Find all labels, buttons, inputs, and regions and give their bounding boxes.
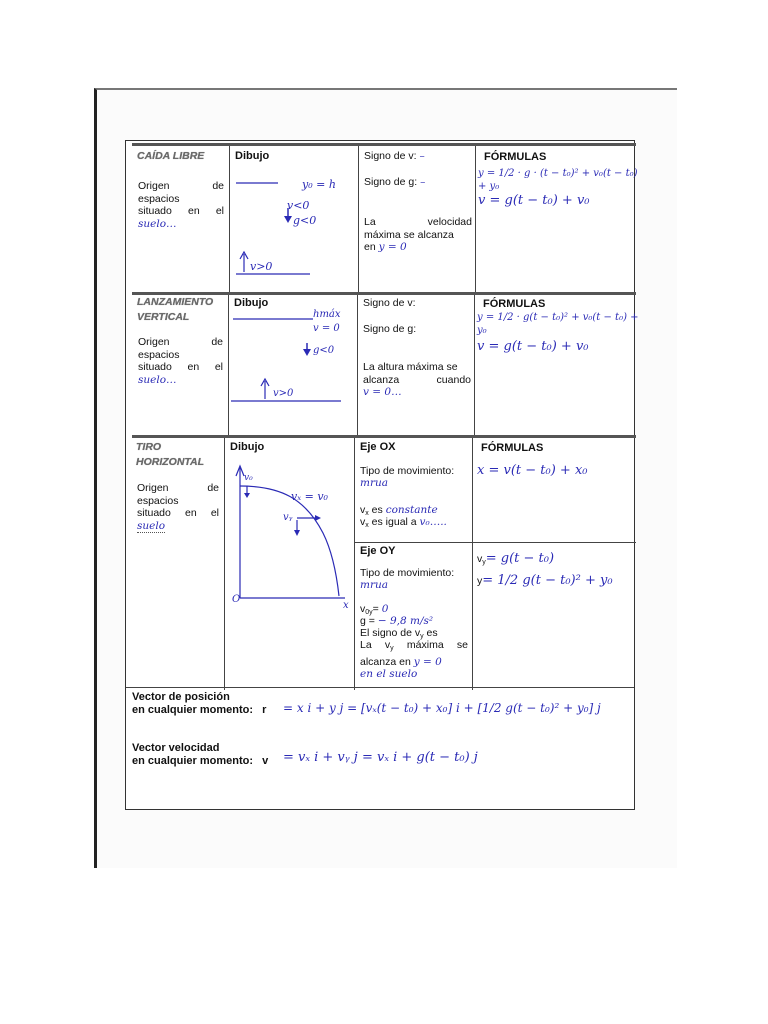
sign-v: Signo de v: – — [364, 150, 425, 162]
v0y-line: $v_{0y}= 0$ — [360, 603, 389, 616]
tipo-ox-handwritten: mrua — [360, 477, 388, 489]
section-title: TIRO HORIZONTAL — [136, 441, 205, 468]
y0-h-label: y₀ = h — [302, 178, 336, 191]
velocity-vector-label: Vector velocidad en cualquier momento: v — [132, 742, 269, 767]
section-title: LANZAMIENTO VERTICAL — [137, 296, 214, 323]
origin-handwritten: suelo — [137, 519, 166, 532]
hmax-label: hmáx — [313, 309, 341, 320]
v-eq-0-label: v = 0 — [313, 323, 340, 334]
section-lanzamiento-vertical — [132, 292, 639, 435]
section-vectors — [126, 687, 634, 809]
sign-g: Signo de g: – — [364, 176, 426, 188]
max-height-text: La altura máxima se alcanza cuando v = 0… — [363, 361, 471, 398]
velocity-vector-formula: = vₓ i + vᵧ j = vₓ i + g(t − t₀) j — [283, 750, 478, 765]
tipo-mov-ox: Tipo de movimiento: — [360, 465, 455, 477]
vx-constant: $v_x$ es constante — [360, 504, 438, 517]
origin-text: Origen de espacios situado en el suelo — [137, 482, 220, 532]
origin-text: Origen de espacios situado en el suelo… — [138, 336, 224, 386]
physics-worksheet — [125, 140, 639, 810]
origin-handwritten: suelo… — [138, 373, 177, 386]
drawing-header: Dibujo — [235, 150, 270, 162]
tipo-oy-handwritten: mrua — [360, 579, 388, 591]
vx-equal: $v_x$ es igual a v₀….. — [360, 516, 447, 529]
position-vector-label: Vector de posición en cualquier momento: r — [132, 691, 267, 716]
formula-vy: $v_y= g(t - t_0)$ — [477, 551, 555, 566]
formula-y: y = 1/2 · g · (t − t₀)² + v₀(t − t₀) + y₀ — [478, 168, 638, 192]
max-velocity-text: La velocidad máxima se alcanza en y = 0 — [364, 216, 472, 253]
v0-label: v₀ — [244, 473, 253, 483]
sign-g: Signo de g: — [363, 323, 417, 335]
formula-v: v = g(t − t₀) + v₀ — [478, 193, 590, 208]
section-title: CAÍDA LIBRE — [137, 150, 205, 162]
formula-v: v = g(t − t₀) + v₀ — [477, 339, 589, 354]
x-axis-label: x — [343, 600, 349, 611]
g-lt-0-label: g<0 — [293, 214, 317, 227]
formulas-header: FÓRMULAS — [481, 442, 544, 454]
origin-handwritten: suelo… — [138, 217, 177, 230]
sign-vy: El signo de $v_y$ es — [360, 627, 438, 640]
formulas-header: FÓRMULAS — [484, 151, 547, 163]
drawing-header: Dibujo — [234, 297, 269, 309]
section-tiro-horizontal — [132, 435, 636, 690]
eje-oy-header: Eje OY — [360, 545, 396, 557]
position-vector-formula: = x i + y j = [vₓ(t − t₀) + x₀] i + [1/2 g(t − t₀)² + y₀] j — [283, 701, 601, 715]
g-lt-0-label: g<0 — [313, 345, 335, 356]
v-gt-0-label: v>0 — [250, 260, 273, 273]
vertical-launch-drawing — [229, 295, 357, 435]
eje-ox-header: Eje OX — [360, 441, 396, 453]
g-line: g = − 9,8 m/s² — [360, 615, 434, 627]
origin-o-label: O — [232, 594, 241, 605]
drawing-header: Dibujo — [230, 441, 265, 453]
formula-y: y = 1/2 · g(t − t₀)² + v₀(t − t₀) + y₀ — [477, 312, 639, 336]
horizontal-throw-drawing — [225, 438, 354, 690]
formulas-header: FÓRMULAS — [483, 298, 546, 310]
origin-text: Origen de espacios situado en el suelo… — [138, 180, 225, 230]
v-gt-0-label: v>0 — [273, 388, 294, 399]
section-caida-libre — [132, 143, 636, 294]
free-fall-drawing — [230, 146, 358, 294]
tipo-mov-oy: Tipo de movimiento: — [360, 567, 455, 579]
v-lt-0-label: v<0 — [287, 199, 310, 212]
vx-label: vₓ = v₀ — [291, 490, 328, 503]
formula-x: x = v(t − t₀) + x₀ — [477, 463, 588, 478]
sign-v: Signo de v: — [363, 297, 416, 309]
vy-label: vᵧ — [283, 512, 293, 523]
formula-y: y= 1/2 g(t − t₀)² + y₀ — [477, 573, 613, 588]
vy-max-text: La $v_y$ máxima se alcanza en y = 0 en el suelo — [360, 639, 468, 680]
